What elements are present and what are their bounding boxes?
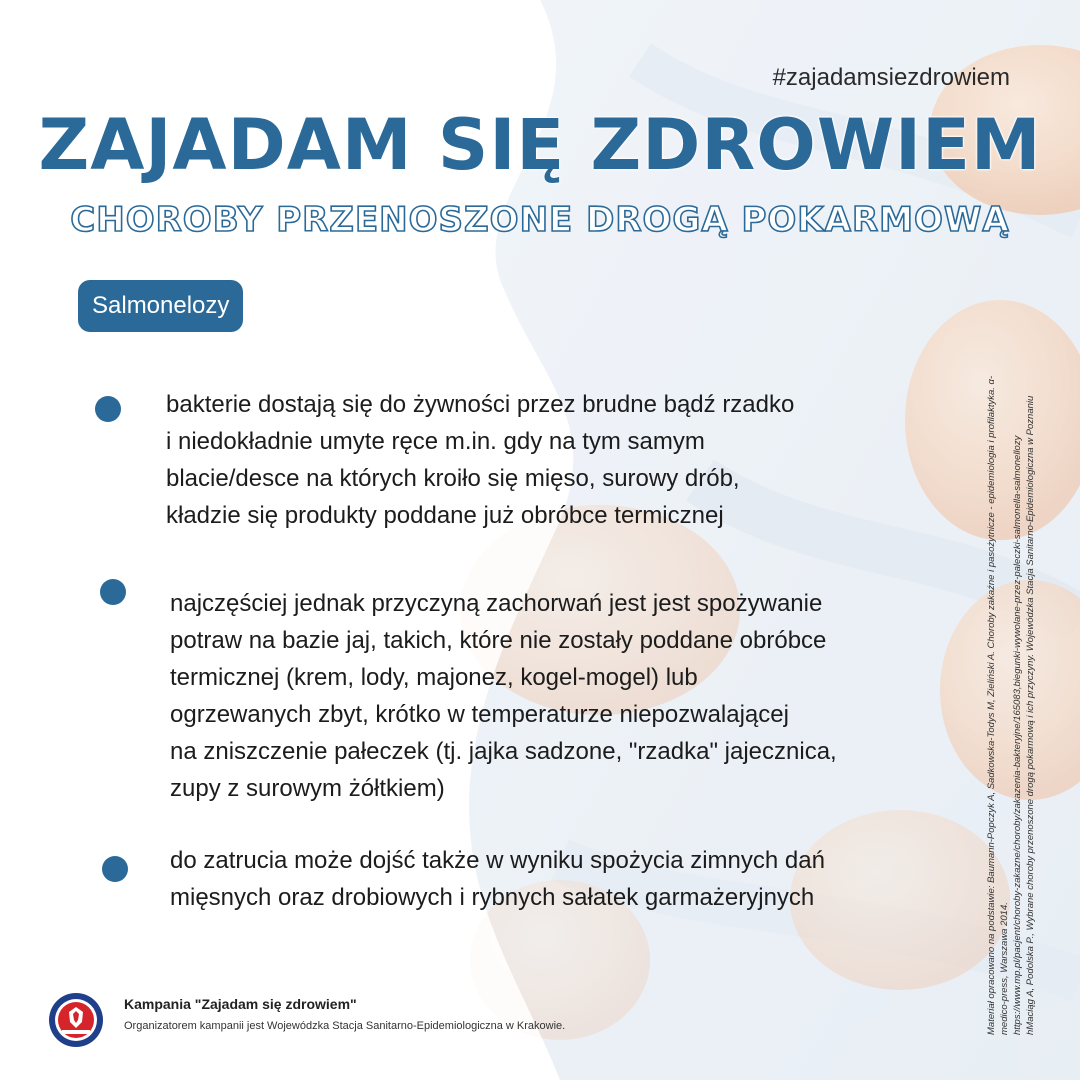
page-subtitle: CHOROBY PRZENOSZONE DROGĄ POKARMOWĄ [70,200,1010,240]
section-badge: Salmonelozy [78,280,243,332]
text-line: potraw na bazie jaj, takich, które nie zostały poddane obróbce [170,627,827,654]
sources-note [985,365,1037,1035]
source-line: hMaciąg A, Podolska P., Wybrane choroby przenoszone drogą pokarmową i ich przyczyny. Wojewódzka Stacja Sanitarno-Epidemiologiczna w Poznaniu [1025,395,1036,1035]
footer-subtitle: Organizatorem kampanii jest Wojewódzka Stacja Sanitarno-Epidemiologiczna w Krakowie. [124,1020,566,1032]
text-line: na zniszczenie pałeczek (tj. jajka sadzone, "rzadka" jajecznica, [170,738,837,765]
text-line: blacie/desce na których kroiło się mięso, surowy drób, [166,465,740,492]
bullet-text [170,842,825,916]
text-line: mięsnych oraz drobiowych i rybnych sałatek garmażeryjnych [170,884,815,911]
text-line: zupy z surowym żółtkiem) [170,775,445,802]
bullet-icon [100,579,126,605]
bullet-icon [95,396,121,422]
hashtag: #zajadamsiezdrowiem [772,64,1010,91]
text-line: termicznej (krem, lody, majonez, kogel-mogel) lub [170,664,698,691]
bullet-text [166,386,794,534]
bullet-text [170,585,837,807]
sanitary-inspection-logo [48,992,104,1048]
source-line: medico-press, Warszawa 2014. [999,902,1010,1035]
text-line: najczęściej jednak przyczyną zachorwań jest jest spożywanie [170,590,823,617]
text-line: kładzie się produkty poddane już obróbce termicznej [166,502,724,529]
bullet-icon [102,856,128,882]
text-line: bakterie dostają się do żywności przez brudne bądź rzadko [166,391,795,418]
source-line: Materiał opracowano na podstawie: Baumann-Popczyk A, Sadkowska-Todys M, Zieliński A. Choroby zakaźne i pasożytnicze - epidemiologia i profilaktyka. α- [986,375,997,1035]
text-line: do zatrucia może dojść także w wyniku spożycia zimnych dań [170,847,825,874]
source-line: https://www.mp.pl/pacjent/choroby-zakazne/choroby/zakazenia-bakteryjne/165083,biegunki-wywolane-przez-paleczki-salmonella-salmonellozy [1012,435,1023,1035]
text-line: ogrzewanych zbyt, krótko w temperaturze niepozwalającej [170,701,789,728]
footer-title: Kampania "Zajadam się zdrowiem" [124,996,357,1012]
text-line: i niedokładnie umyte ręce m.in. gdy na tym samym [166,428,705,455]
page-title: ZAJADAM SIĘ ZDROWIEM [38,104,1042,186]
